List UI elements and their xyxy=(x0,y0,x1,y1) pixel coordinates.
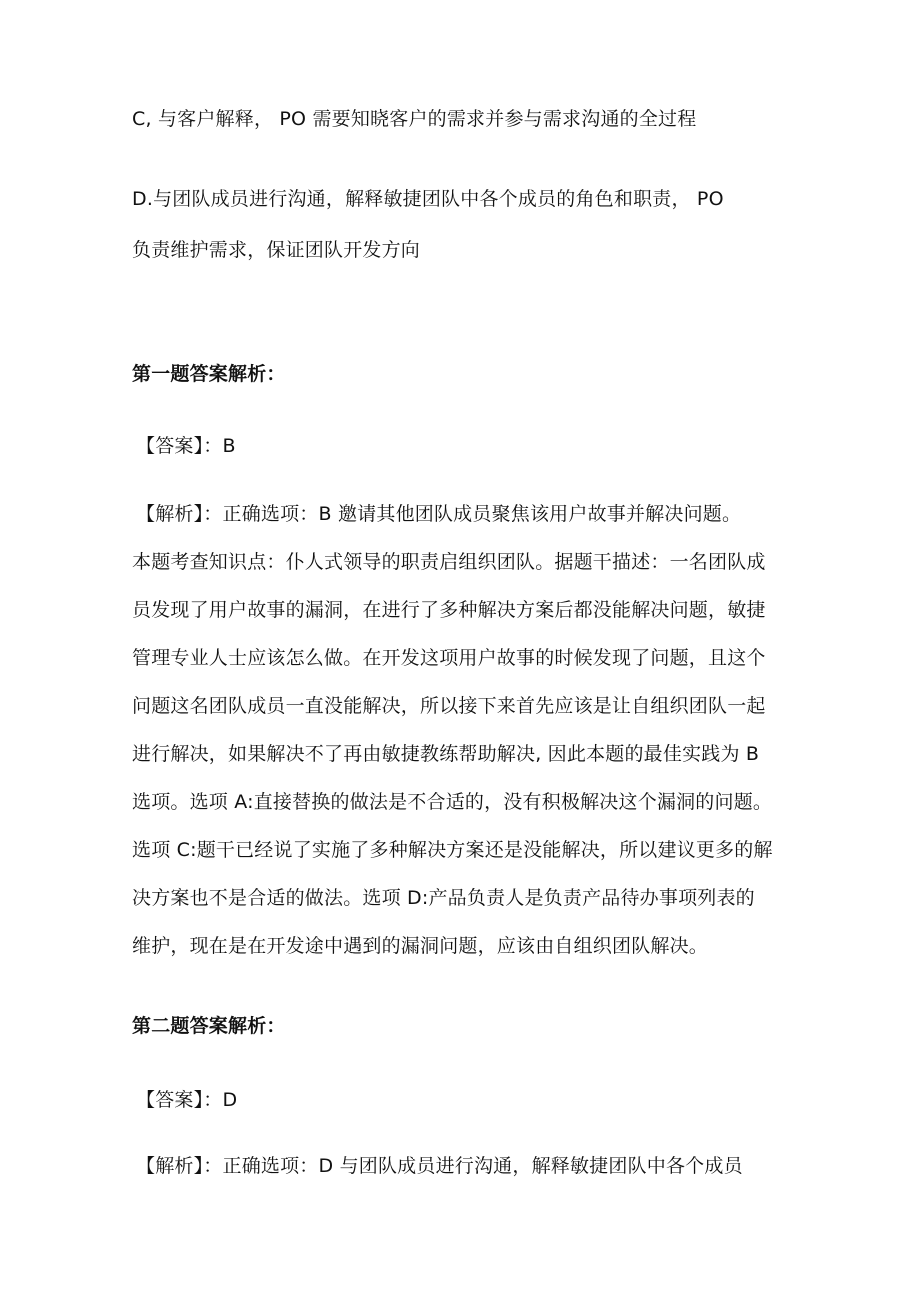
option-d-line-1: D.与团队成员进行沟通，解释敏捷团队中各个成员的角色和职责， PO xyxy=(132,188,724,210)
q2-heading: 第二题答案解析： xyxy=(132,1015,286,1037)
q2-answer: 【答案】：D xyxy=(136,1089,238,1111)
q1-analysis-line: 问题这名团队成员一直没能解决，所以接下来首先应该是让自组织团队一起 xyxy=(132,695,766,717)
q1-analysis-line: 【解析】：正确选项：B 邀请其他团队成员聚焦该用户故事并解决问题。 xyxy=(136,503,742,525)
q1-analysis-line: 选项。选项 A:直接替换的做法是不合适的，没有积极解决这个漏洞的问题。 xyxy=(132,791,773,813)
option-c-text: C, 与客户解释， PO 需要知晓客户的需求并参与需求沟通的全过程 xyxy=(132,108,697,130)
q1-answer: 【答案】：B xyxy=(136,435,236,457)
q1-analysis-line: 员发现了用户故事的漏洞，在进行了多种解决方案后都没能解决问题，敏捷 xyxy=(132,599,766,621)
q1-analysis-line: 本题考查知识点：仆人式领导的职责启组织团队。据题干描述：一名团队成 xyxy=(132,551,766,573)
option-d-line-2: 负责维护需求，保证团队开发方向 xyxy=(132,239,421,261)
q1-analysis-line: 维护，现在是在开发途中遇到的漏洞问题，应该由自组织团队解决。 xyxy=(132,935,709,957)
q1-analysis-line: 决方案也不是合适的做法。选项 D:产品负责人是负责产品待办事项列表的 xyxy=(132,887,755,909)
q1-analysis-line: 选项 C:题干已经说了实施了多种解决方案还是没能解决，所以建议更多的解 xyxy=(132,839,773,861)
q1-analysis-line: 管理专业人士应该怎么做。在开发这项用户故事的时候发现了问题，且这个 xyxy=(132,647,766,669)
q1-heading: 第一题答案解析： xyxy=(132,363,286,385)
q1-analysis-line: 进行解决，如果解决不了再由敏捷教练帮助解决, 因此本题的最佳实践为 B xyxy=(132,743,760,765)
q2-analysis-line: 【解析】：正确选项：D 与团队成员进行沟通，解释敏捷团队中各个成员 xyxy=(136,1155,743,1177)
